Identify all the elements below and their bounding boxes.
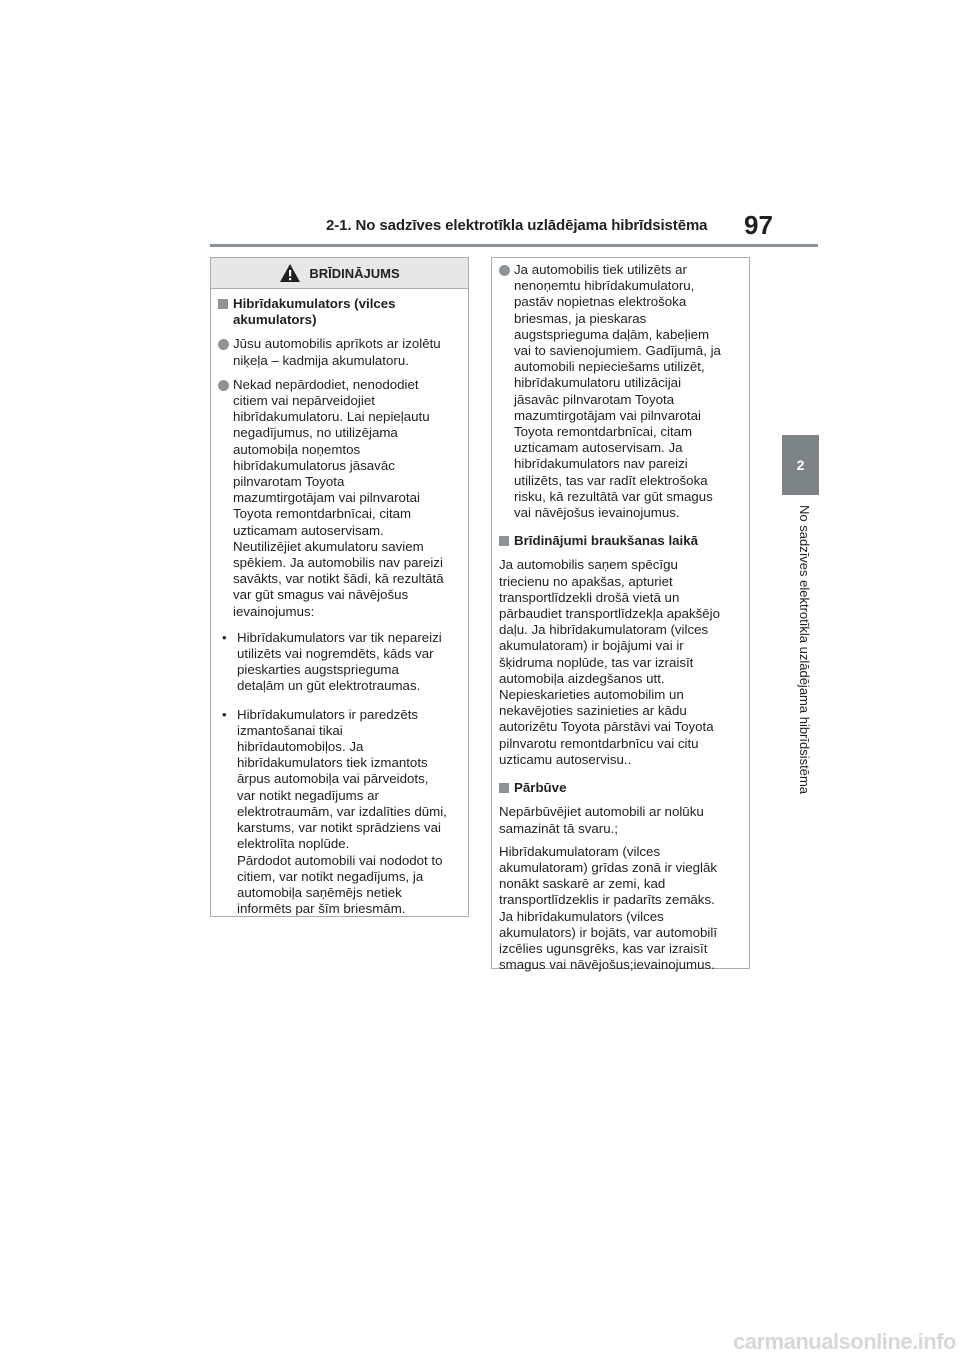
chapter-number: 2 (796, 457, 805, 473)
warning-title: BRĪDINĀJUMS (309, 265, 400, 281)
warning-subitem-1: • Hibrīdakumulators var tik nepareizi utilizēts vai nogremdēts, kāds var pieskarties augstsprieguma detaļām un gūt elektrotraumas. (218, 630, 462, 695)
chapter-tab (782, 435, 819, 495)
page-number: 97 (744, 210, 773, 240)
continuation-box (491, 257, 750, 973)
section-title: 2-1. No sadzīves elektrotīkla uzlādējama hibrīdsistēma (326, 217, 708, 234)
warning-subitem-2: • Hibrīdakumulators ir paredzēts izmantošanai tikai hibrīdautomobiļos. Ja hibrīdakumulators tiek izmantots ārpus automobiļa vai pārveidots, var notikt negadījums ar elektrotraumām, var izdalīties dūmi, karstums, var notikt sprādziens vai elektrolīta noplūde. Pārdodot automobili vai nododot to citiem, var notikt negadījums, ja automobiļa saņēmējs netiek informēts par šīm briesmām. (218, 707, 462, 918)
header-divider (210, 244, 818, 247)
warning-header (211, 258, 468, 289)
heading-driving-warnings: Brīdinājumi braukšanas laikā (499, 533, 743, 549)
warning-bullet-2: Nekad nepārdodiet, nenododiet citiem vai nepārveidojiet hibrīdakumulatoru. Lai nepieļautu negadījumus, no utilizējama automobiļa noņemtos hibrīdakumulatorus jāsavāc pilnvarotam Toyota mazumtirgotājam vai pilnvarotai Toyota remontdarbnīcai, citam uzticamam autoservisam. Neutilizējiet akumulatoru saviem spēkiem. Ja automobilis nav pareizi savākts, var notikt šādi, kā rezultātā var gūt smagus vai nāvējošus ievainojumus: (218, 377, 462, 620)
warning-triangle-icon (279, 263, 301, 283)
chapter-title: No sadzīves elektrotīkla uzlādējama hibrīdsistēma (797, 505, 812, 795)
watermark: carmanualsonline.info (664, 1326, 960, 1358)
heading-hybrid-battery: Hibrīdakumulators (vilces akumulators) (218, 296, 462, 328)
modification-text-2: Hibrīdakumulatoram (vilces akumulatoram) grīdas zonā ir vieglāk nonākt saskarē ar zemi, kad transportlīdzeklis ir padarīts zemāks. Ja hibrīdakumulators (vilces akumulators) ir bojāts, var automobilī izcēlies ugunsgrēks, kas var izraisīt smagus vai nāvējošus;ievainojumus. (499, 843, 718, 973)
driving-warnings-text: Ja automobilis saņem spēcīgu triecienu no apakšas, apturiet transportlīdzekli drošā vietā un pārbaudiet transportlīdzekļa apakšējo daļu. Ja hibrīdakumulatoram (vilces akumulatoram) ir bojājumi vai ir šķidruma noplūde, tas var izraisīt automobiļa aizdegšanos utt. Nepieskarieties automobilim un nekavējoties sazinieties ar kādu autorizētu Toyota pārstāvi vai Toyota pilnvarotu remontdarbnīcu vai citu uzticamu autoservisu.. (499, 557, 721, 767)
warning-box (210, 257, 469, 917)
modification-text-1: Nepārbūvējiet automobili ar nolūku samazināt tā svaru.; (499, 804, 704, 836)
heading-modification: Pārbūve (499, 780, 743, 796)
warning-bullet-1: Jūsu automobilis aprīkots ar izolētu niķeļa – kadmija akumulatoru. (218, 336, 462, 368)
continuation-bullet-1: Ja automobilis tiek utilizēts ar nenoņemtu hibrīdakumulatoru, pastāv nopietnas elektrošoka briesmas, ja pieskaras augstsprieguma daļām, kabeļiem vai to savienojumiem. Gadījumā, ja automobili nepieciešams utilizēt, hibrīdakumulatoru utilizācijai jāsavāc pilnvarotam Toyota mazumtirgotājam vai pilnvarotai Toyota remontdarbnīcai, citam uzticamam autoservisam. Ja hibrīdakumulators nav pareizi utilizēts, tas var radīt elektrošoka risku, kā rezultātā var gūt smagus vai nāvējošus ievainojumus. (499, 262, 743, 521)
